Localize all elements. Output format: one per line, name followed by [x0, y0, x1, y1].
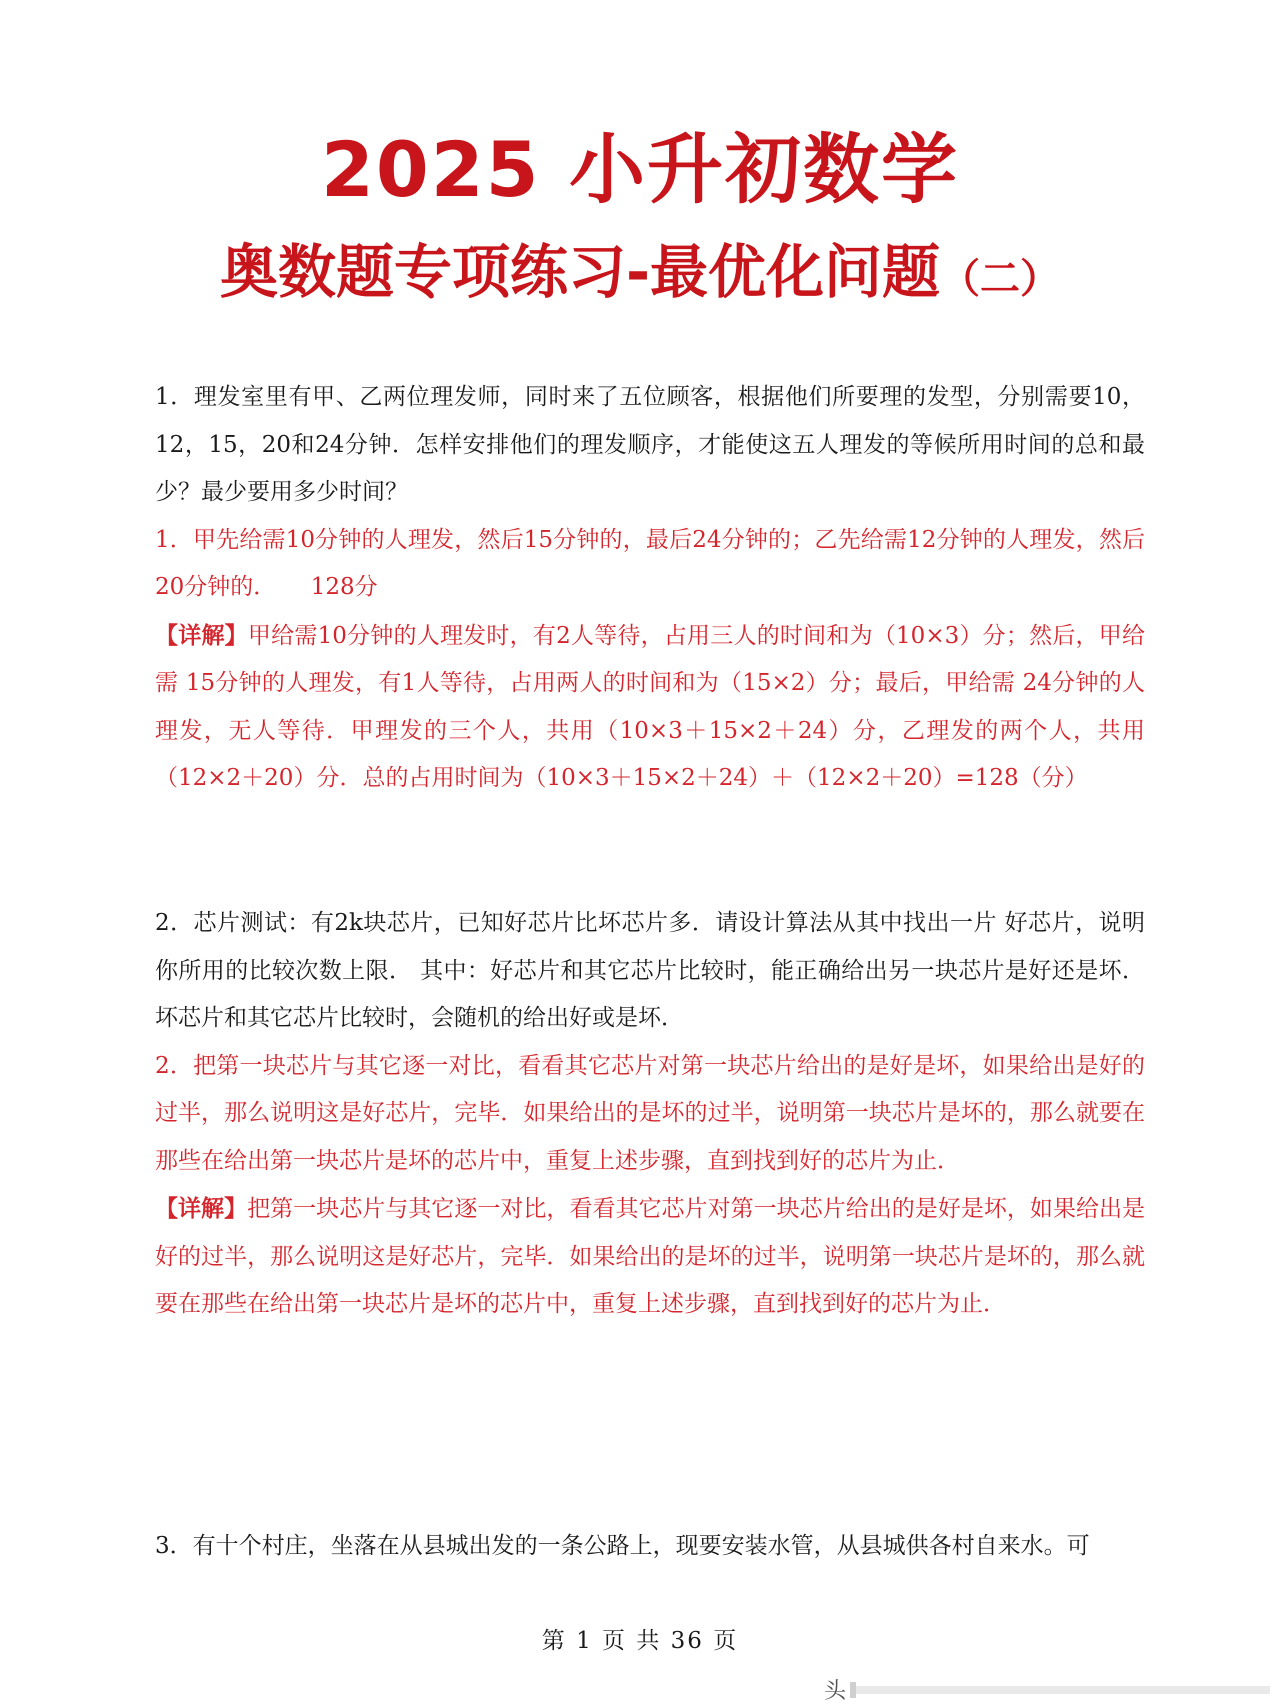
subtitle-suffix: （二）	[940, 256, 1061, 302]
answer-text: 1．甲先给需10分钟的人理发，然后15分钟的，最后24分钟的；乙先给需12分钟的人理发，然后20分钟的． 128分	[155, 526, 1145, 600]
document-subtitle	[0, 232, 1280, 319]
detail-tag: 【详解】	[155, 621, 248, 649]
detail-body: 把第一块芯片与其它逐一对比，看看其它芯片对第一块芯片给出的是好是坏，如果给出是好的过半，那么说明这是好芯片，完毕．如果给出的是坏的过半，说明第一块芯片是坏的，那么就要在那些在给出第一块芯片是坏的芯片中，重复上述步骤，直到找到好的芯片为止．	[155, 1196, 1146, 1317]
question-block-3	[155, 1523, 1145, 1571]
question-text: 1．理发室里有甲、乙两位理发师，同时来了五位顾客，根据他们所要理的发型，分别需要10，12，15，20和24分钟．怎样安排他们的理发顺序，才能使这五人理发的等候所用时间的总和最少？最少要用多少时间？	[155, 384, 1145, 505]
svg-text:头: 头	[824, 1679, 847, 1704]
page-footer: 第 1 页 共 36 页	[541, 1628, 739, 1654]
question-block-2	[155, 900, 1145, 1329]
detail-tag: 【详解】	[155, 1195, 248, 1222]
watermark-icon	[822, 1676, 1272, 1704]
detail-text	[155, 1185, 1145, 1329]
question-text: 2．芯片测试：有2k块芯片，已知好芯片比坏芯片多．请设计算法从其中找出一片 好芯片，说明你所用的比较次数上限． 其中：好芯片和其它芯片比较时，能正确给出另一块芯片是好还是坏． 坏芯片和其它芯片比较时，会随机的给出好或是坏．	[155, 910, 1145, 1031]
question-block-1	[155, 374, 1145, 803]
question-text: 3．有十个村庄，坐落在从县城出发的一条公路上，现要安装水管，从县城供各村自来水。可	[155, 1533, 1090, 1559]
subtitle-text: 奥数题专项练习-最优化问题	[219, 238, 941, 306]
answer-text: 2．把第一块芯片与其它逐一对比，看看其它芯片对第一块芯片给出的是好是坏，如果给出是好的过半，那么说明这是好芯片，完毕．如果给出的是坏的过半，说明第一块芯片是坏的，那么就要在那些在给出第一块芯片是坏的芯片中，重复上述步骤，直到找到好的芯片为止．	[155, 1052, 1145, 1174]
document-title: 2025 小升初数学	[321, 125, 959, 214]
detail-body: 甲给需10分钟的人理发时，有2人等待，占用三人的时间和为（10×3）分；然后，甲给需 15分钟的人理发，有1人等待，占用两人的时间和为（15×2）分；最后，甲给需 24分钟的人理发，无人等待．甲理发的三个人，共用（10×3＋15×2＋24）分，乙理发的两个人，共用（12×2＋20）分．总的占用时间为（10×3＋15×2＋24）＋（12×2＋20）=128（分）	[155, 622, 1146, 791]
detail-text	[155, 612, 1145, 803]
